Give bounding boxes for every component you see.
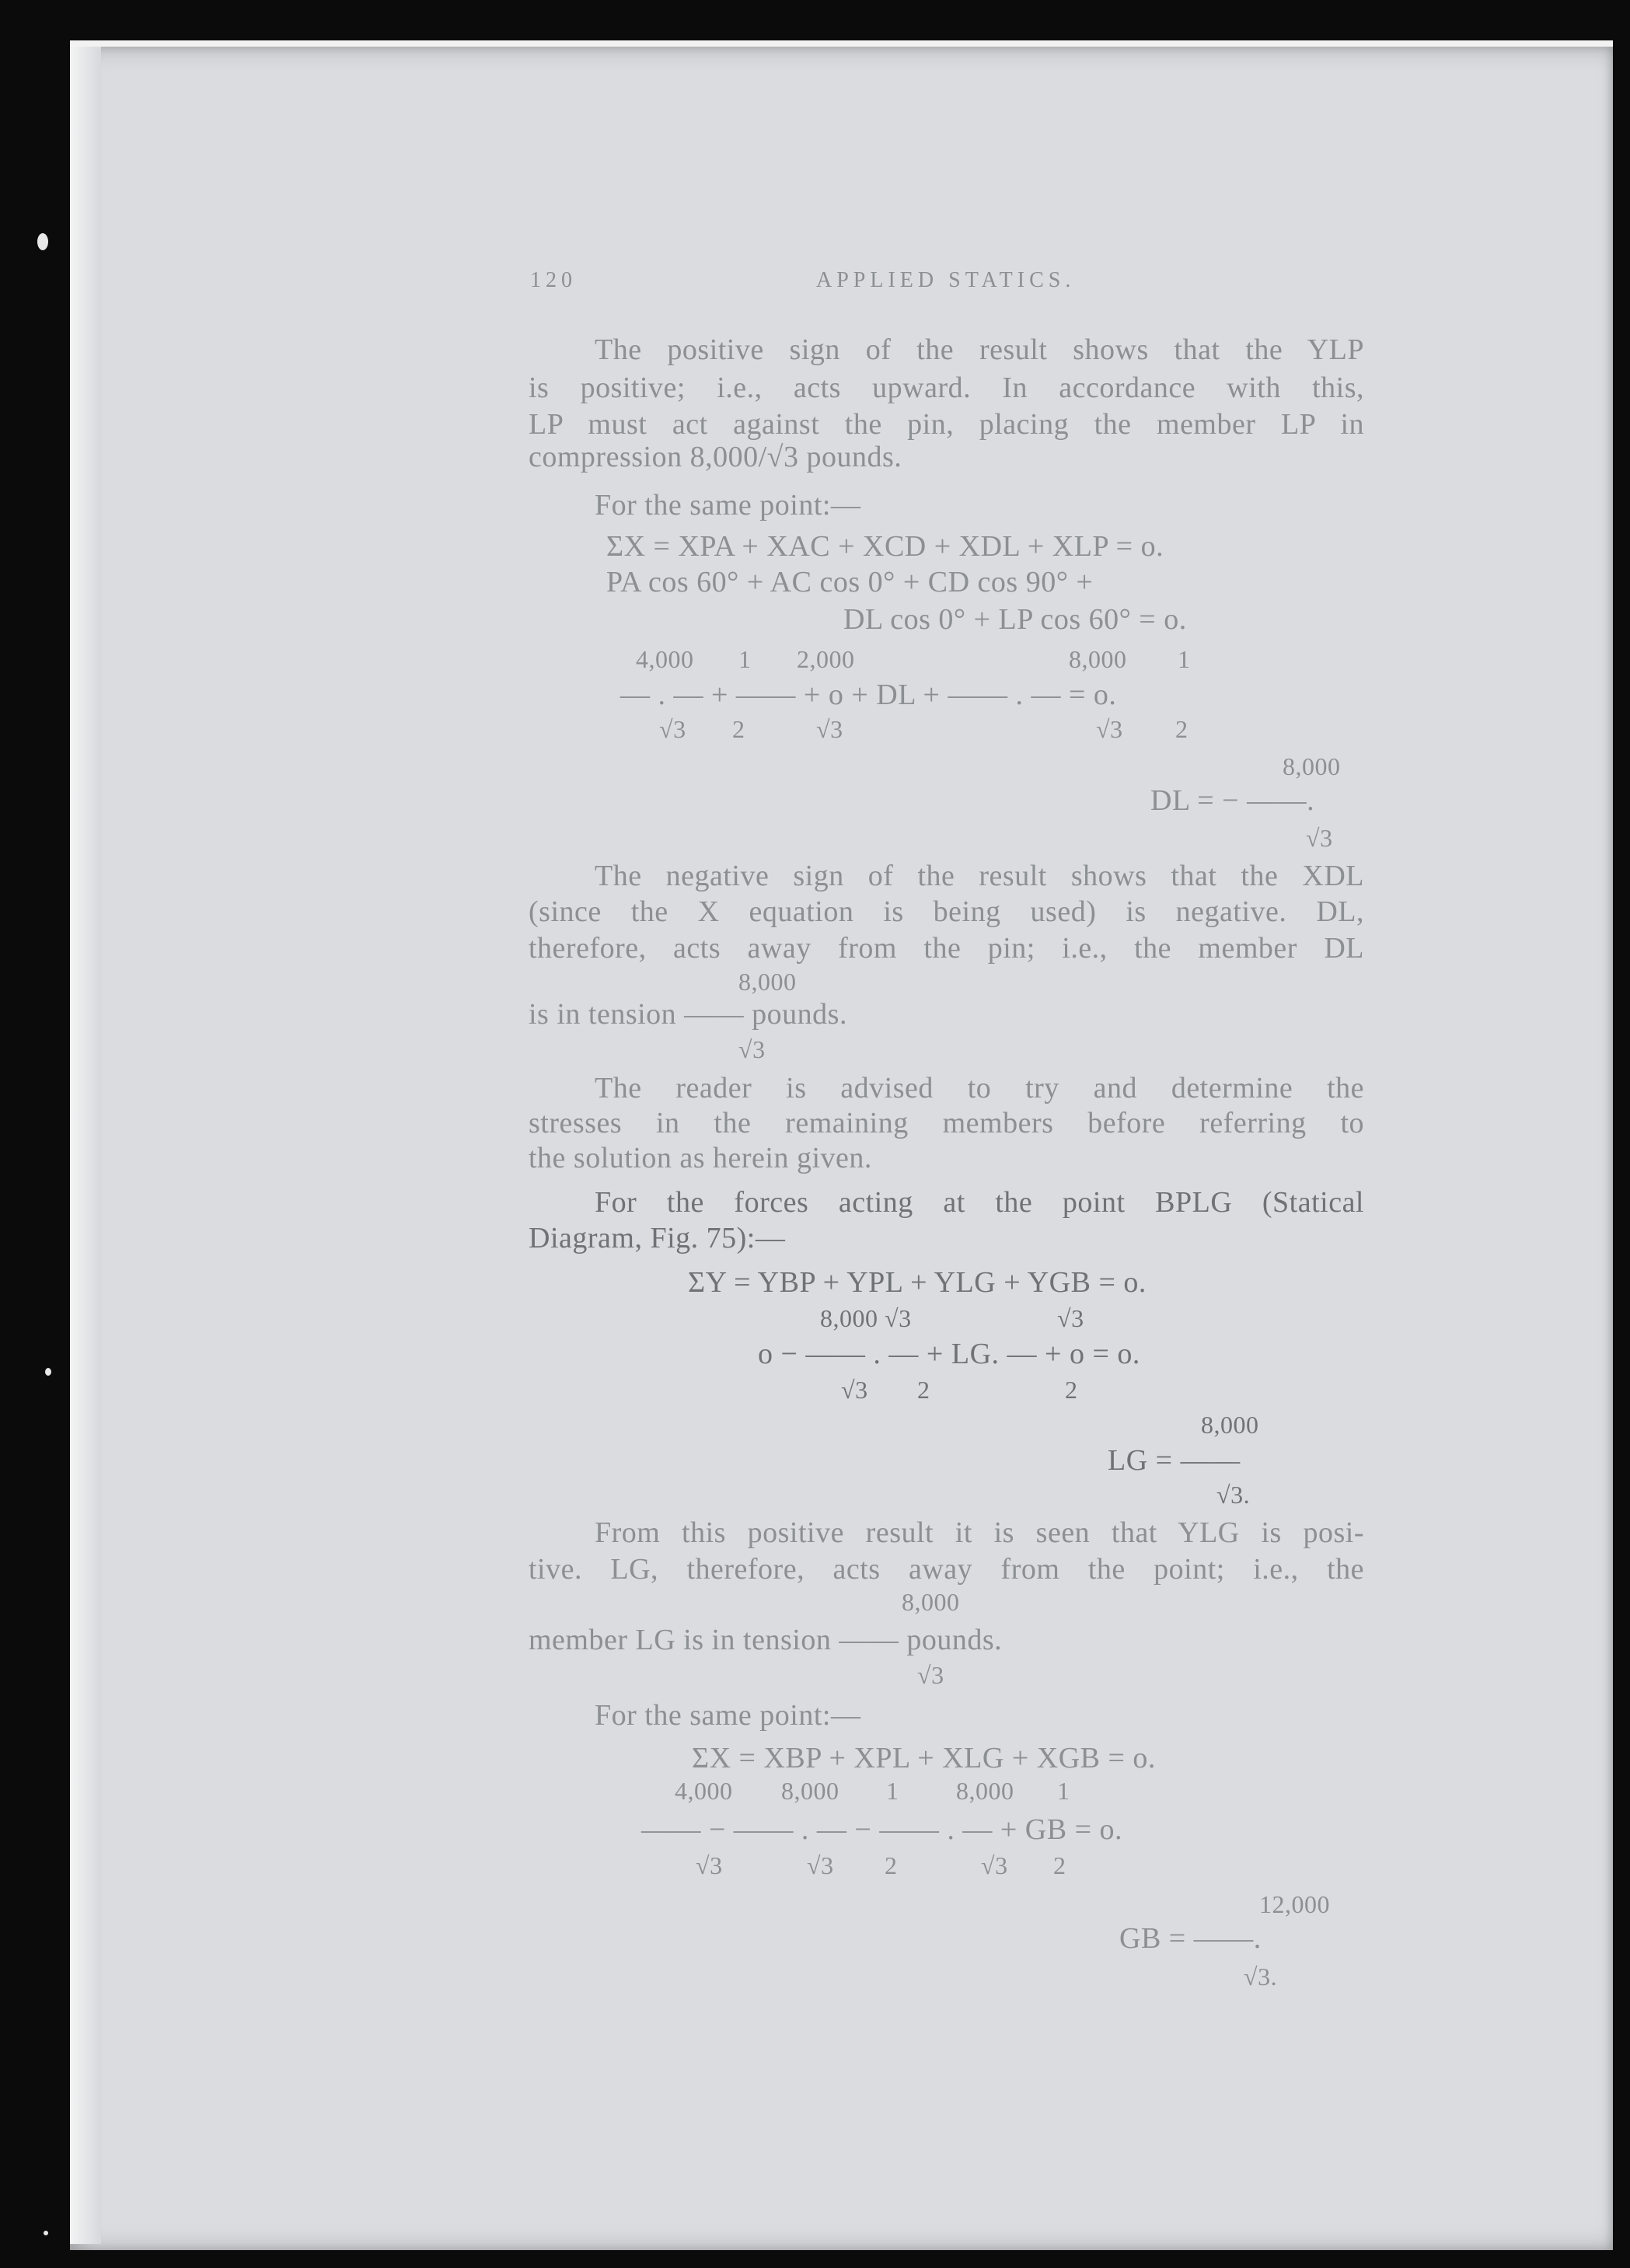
fraction-denominator: √3 <box>981 1851 1008 1879</box>
result-numerator: 8,000 <box>1283 752 1341 780</box>
fraction-denominator: 2 <box>917 1376 930 1404</box>
result-lg: LG = —— <box>1108 1444 1241 1477</box>
fraction-numerator: 8,000 <box>902 1588 960 1616</box>
margin-speck <box>44 2231 48 2235</box>
margin-speck <box>45 1368 51 1376</box>
equation-sum-x: ΣX = XBP + XPL + XLG + XGB = o. <box>692 1742 1156 1774</box>
equation-line: DL cos 0° + LP cos 60° = o. <box>843 603 1187 636</box>
for-same-point: For the same point:— <box>595 1699 861 1732</box>
p3-line: stresses in the remaining members before referring to <box>529 1107 1364 1139</box>
p5-line: From this positive result it is seen that YLG is posi- <box>595 1516 1364 1549</box>
fraction-denominator: √3 <box>1096 715 1123 743</box>
page-number: 120 <box>530 268 577 292</box>
fraction-denominator: √3 <box>738 1035 766 1063</box>
fraction-numerator: 8,000 <box>956 1777 1014 1805</box>
fraction-denominator: √3 <box>696 1851 723 1879</box>
equation-line: PA cos 60° + AC cos 0° + CD cos 90° + <box>606 566 1094 598</box>
fraction-numerator: 1 <box>886 1777 899 1805</box>
fraction-denominator: √3 <box>841 1376 868 1404</box>
result-denominator: √3. <box>1244 1963 1278 1991</box>
p1-line: LP must act against the pin, placing the member LP in <box>529 408 1364 441</box>
fraction-numerator: 1 <box>738 645 752 673</box>
for-same-point: For the same point:— <box>595 489 861 522</box>
fraction-denominator: 2 <box>1175 715 1188 743</box>
p2-line: The negative sign of the result shows that the XDL <box>595 860 1364 892</box>
p1-line: compression 8,000/√3 pounds. <box>529 441 902 473</box>
p1-line: The positive sign of the result shows that the YLP <box>595 333 1364 366</box>
page-gutter <box>70 47 101 2244</box>
p3-line: The reader is advised to try and determine the <box>595 1072 1364 1104</box>
result-denominator: √3 <box>1306 824 1333 852</box>
result-dl: DL = − ——. <box>1150 784 1315 817</box>
fraction-numerator: √3 <box>1057 1304 1084 1332</box>
fraction-numerator: 1 <box>1057 1777 1070 1805</box>
fraction-numerator: 4,000 <box>636 645 694 673</box>
fraction-denominator: √3 <box>816 715 843 743</box>
fraction-denominator: √3 <box>917 1661 944 1689</box>
result-numerator: 8,000 <box>1201 1411 1259 1439</box>
result-gb: GB = ——. <box>1119 1922 1262 1955</box>
equation-sum-x: ΣX = XPA + XAC + XCD + XDL + XLP = o. <box>606 530 1164 563</box>
p4-line: Diagram, Fig. 75):— <box>529 1222 786 1254</box>
p2-line: (since the X equation is being used) is negative. DL, <box>529 895 1364 928</box>
fraction-equation-line: —— − —— . — − —— . — + GB = o. <box>641 1813 1123 1846</box>
p4-line: For the forces acting at the point BPLG (Statical <box>595 1186 1364 1219</box>
result-numerator: 12,000 <box>1259 1890 1330 1918</box>
fraction-numerator: 2,000 <box>797 645 855 673</box>
fraction-denominator: √3 <box>807 1851 834 1879</box>
fraction-denominator: √3 <box>659 715 686 743</box>
equation-sum-y: ΣY = YBP + YPL + YLG + YGB = o. <box>688 1266 1147 1299</box>
fraction-numerator: 8,000 <box>1069 645 1127 673</box>
fraction-equation-line: — . — + —— + o + DL + —— . — = o. <box>620 679 1117 711</box>
fraction-numerator: 1 <box>1178 645 1191 673</box>
fraction-numerator: 8,000 <box>781 1777 839 1805</box>
fraction-denominator: 2 <box>732 715 745 743</box>
p5-line: tive. LG, therefore, acts away from the point; i.e., the <box>529 1553 1364 1586</box>
p2-line: therefore, acts away from the pin; i.e., the member DL <box>529 932 1364 965</box>
fraction-denominator: 2 <box>1065 1376 1078 1404</box>
result-denominator: √3. <box>1216 1481 1251 1509</box>
p5-line: member LG is in tension —— pounds. <box>529 1624 1003 1656</box>
p2-line: is in tension —— pounds. <box>529 998 847 1031</box>
fraction-numerator: 8,000 <box>738 968 797 996</box>
fraction-denominator: 2 <box>885 1851 898 1879</box>
fraction-numerator: 4,000 <box>675 1777 733 1805</box>
fraction-equation-line: o − —— . — + LG. — + o = o. <box>758 1338 1140 1370</box>
fraction-numerator: 8,000 √3 <box>820 1304 912 1332</box>
running-title: APPLIED STATICS. <box>816 268 1076 292</box>
margin-speck <box>37 233 48 250</box>
p1-line: is positive; i.e., acts upward. In accordance with this, <box>529 372 1364 404</box>
p3-line: the solution as herein given. <box>529 1142 872 1174</box>
fraction-denominator: 2 <box>1053 1851 1066 1879</box>
